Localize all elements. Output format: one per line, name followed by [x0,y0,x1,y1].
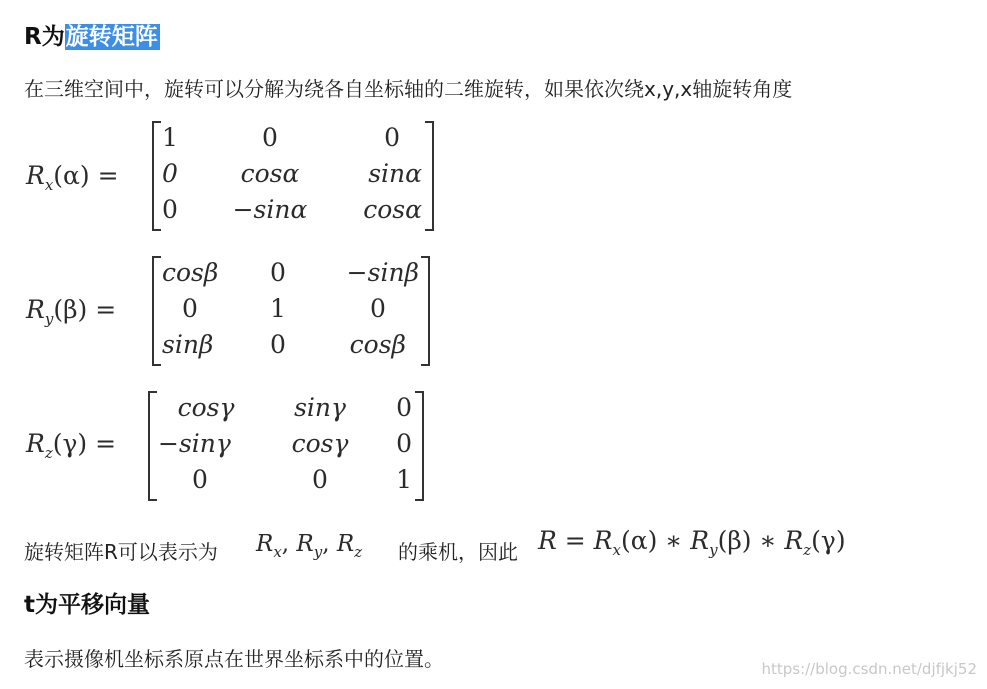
heading-prefix: R为 [24,24,65,50]
ry-cell: 0 [270,258,286,287]
rx-cell: sinα [368,159,422,188]
rz-cell: 0 [192,465,208,494]
heading-translation-vector: t为平移向量 [24,592,150,618]
product-equation: $R = R_x(\alpha)$ ∗ $R_y(\beta)$ ∗ $R_z(\gamma)$ [538,526,846,559]
translation-paragraph: 表示摄像机坐标系原点在世界坐标系中的位置。 [24,647,444,671]
intro-paragraph: 在三维空间中，旋转可以分解为绕各自坐标轴的二维旋转，如果依次绕x,y,x轴旋转角度 [24,77,793,101]
rz-label: $R_z(\gamma)$ = [26,429,117,462]
ry-cell: 0 [370,294,386,323]
rz-cell: cosγ [177,393,235,422]
rz-right-bracket [415,391,424,501]
rx-cell: 0 [384,123,400,152]
rx-cell: 0 [162,195,178,224]
ry-label: $R_y(\beta)$ = [26,295,117,328]
rz-cell: 0 [312,465,328,494]
ry-cell: 1 [270,294,286,323]
rx-cell: 0 [262,123,278,152]
rz-cell: sinγ [294,393,346,422]
rx-cell: 0 [162,159,178,188]
watermark: https://blog.csdn.net/djfjkj52 [761,660,977,678]
ry-cell: 0 [270,330,286,359]
rz-cell: 0 [396,393,412,422]
product-paragraph-tail: 的乘机，因此 [398,540,518,564]
product-paragraph-text: 旋转矩阵R可以表示为 [24,540,218,564]
rx-cell: cosα [363,195,422,224]
rz-cell: 1 [396,465,412,494]
heading-rotation-matrix [24,22,160,52]
rz-cell: cosγ [291,429,349,458]
rx-cell: −sinα [232,195,308,224]
ry-cell: 0 [182,294,198,323]
ry-cell: sinβ [162,330,214,359]
rz-cell: −sinγ [158,429,231,458]
ry-cell: cosβ [162,258,219,287]
rz-cell: 0 [396,429,412,458]
product-terms: $R_x$, $R_y$, $R_z$ [256,531,363,561]
heading-highlighted-text: 旋转矩阵 [65,24,158,50]
ry-cell: cosβ [349,330,406,359]
rx-left-bracket [152,121,161,231]
rx-cell: cosα [240,159,300,188]
ry-cell: −sinβ [346,258,419,287]
rx-cell: 1 [162,123,178,152]
rx-right-bracket [425,121,434,231]
rx-label: $R_x(\alpha)$ = [26,161,119,194]
